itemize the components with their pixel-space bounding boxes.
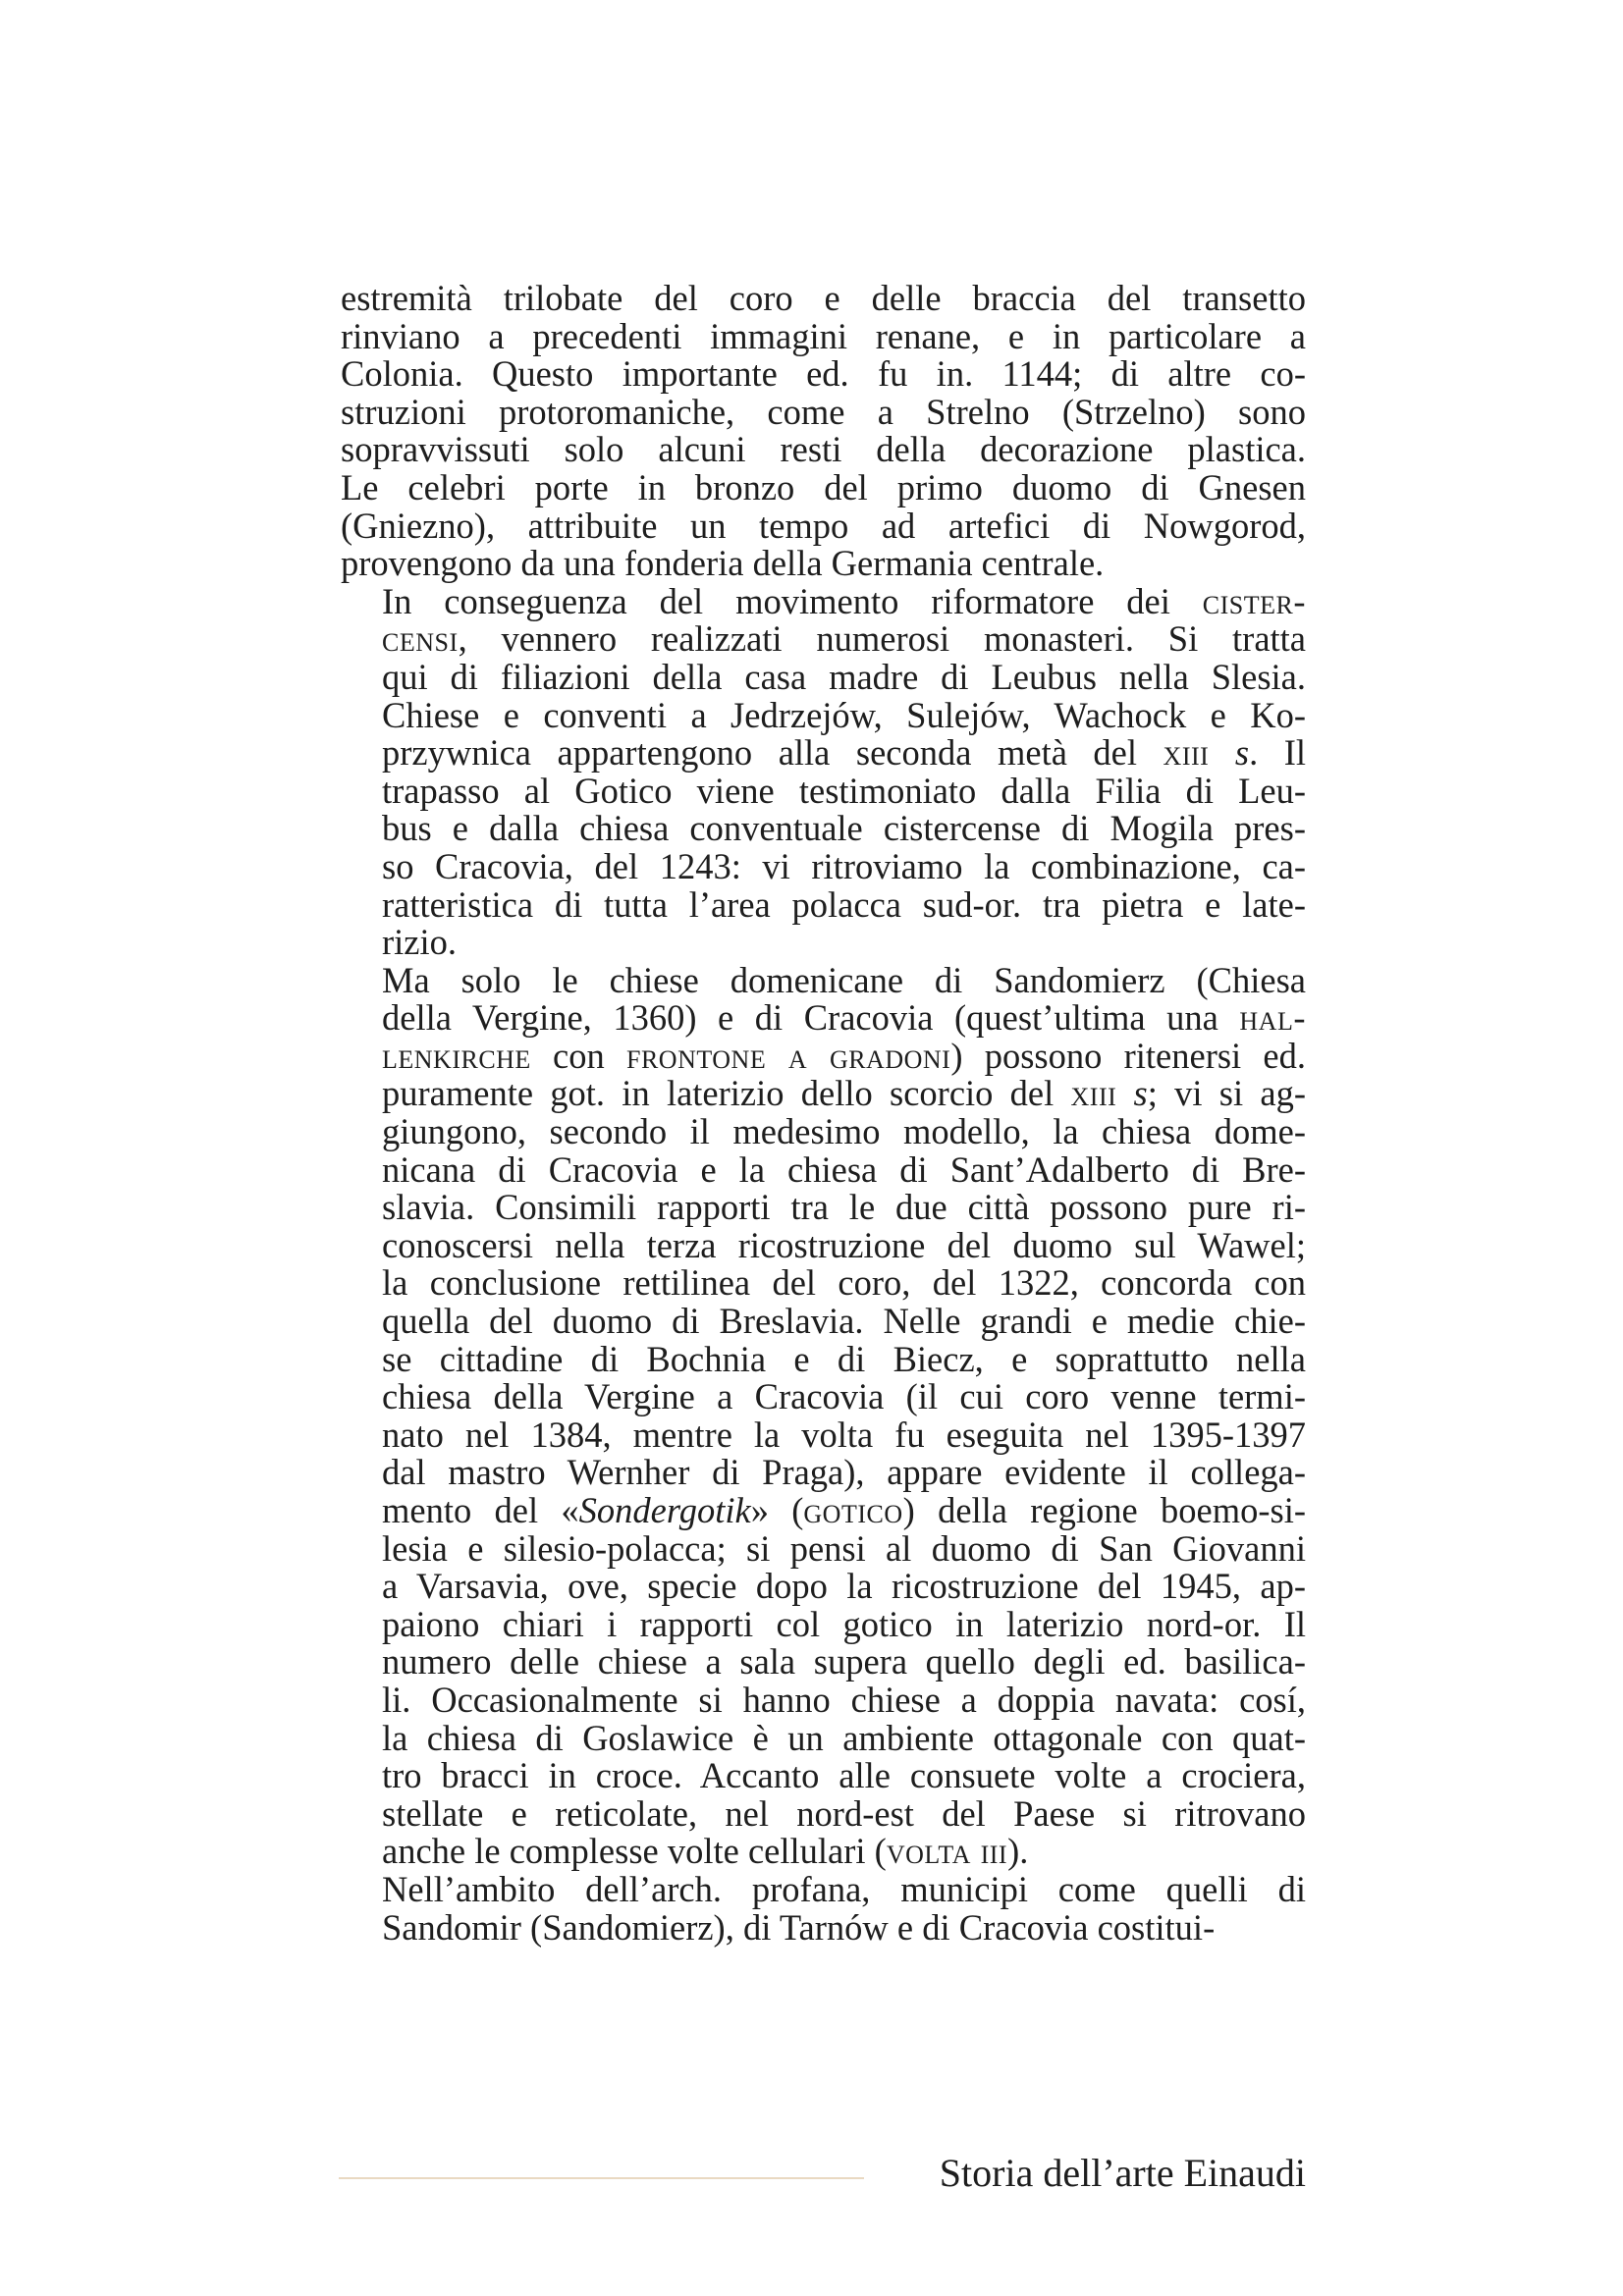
text-run: estremità trilobate del coro e delle braccia del transetto xyxy=(341,278,1306,318)
text-line xyxy=(341,1075,1306,1113)
text-run: stellate e reticolate, nel nord-est del Paese si ritrovano xyxy=(382,1792,1306,1834)
text-run: li. Occasionalmente si hanno chiese a doppia navata: cosí, xyxy=(382,1679,1306,1720)
text-line xyxy=(341,355,1306,394)
text-run: . Il xyxy=(1249,732,1307,774)
paragraph xyxy=(341,959,1307,1872)
text-line xyxy=(341,770,1306,811)
text-run: la conclusione rettilinea del coro, del 1322, concorda con xyxy=(382,1262,1306,1304)
text-run: so Cracovia, del 1243: vi ritroviamo la combinazione, ca- xyxy=(382,845,1306,886)
text-run: nato nel 1384, mentre la volta fu eseguita nel 1395-1397 xyxy=(382,1414,1306,1455)
text-run: przywnica appartengono alla seconda metà del xyxy=(382,732,1163,774)
text-run: rizio. xyxy=(382,922,458,963)
text-run: paiono chiari i rapporti col gotico in laterizio nord-or. Il xyxy=(382,1603,1306,1644)
text-line xyxy=(341,1224,1306,1265)
text-line xyxy=(341,656,1306,697)
body-text xyxy=(341,280,1306,1947)
text-run: provengono da una fonderia della Germania centrale. xyxy=(341,543,1105,584)
text-run: ratteristica di tutta l’area polacca sud-or. tra pietra e late- xyxy=(382,883,1306,925)
text-line xyxy=(341,1568,1306,1606)
paragraph xyxy=(341,280,1306,583)
text-run: se cittadine di Bochnia e di Biecz, e soprattutto nella xyxy=(382,1338,1306,1379)
text-run: qui di filiazioni della casa madre di Leubus nella Slesia. xyxy=(382,656,1306,697)
italic-term: s xyxy=(1234,732,1250,774)
text-run: Ma solo le chiese domenicane di Sandomierz (Chiesa xyxy=(382,959,1306,1000)
text-run: trapasso al Gotico viene testimoniato dalla Filia di Leu- xyxy=(382,770,1306,811)
text-run: della Vergine, 1360) e di Cracovia (quest’ultima una xyxy=(382,997,1240,1039)
text-run: sopravvissuti solo alcuni resti della decorazione plastica. xyxy=(341,429,1306,470)
text-run xyxy=(1116,1073,1133,1113)
text-line xyxy=(341,1757,1306,1795)
text-run: , vennero realizzati numerosi monasteri. Si tratta xyxy=(458,618,1306,660)
text-line xyxy=(341,1868,1306,1909)
text-line xyxy=(341,1603,1306,1644)
text-line xyxy=(341,999,1306,1038)
text-run: puramente got. in laterizio dello scorcio del xyxy=(382,1073,1071,1114)
text-line xyxy=(341,507,1306,546)
footer-rule xyxy=(339,2177,864,2179)
text-run: lesia e silesio-polacca; si pensi al duomo di San Giovanni xyxy=(382,1527,1306,1569)
small-caps-term: xiii xyxy=(1163,732,1210,774)
text-run: numero delle chiese a sala supera quello degli ed. basilica- xyxy=(382,1641,1306,1682)
text-line xyxy=(341,391,1306,432)
text-line xyxy=(341,1454,1306,1492)
text-run: bus e dalla chiesa conventuale cistercense di Mogila pres- xyxy=(382,808,1306,849)
text-run: slavia. Consimili rapporti tra le due città possono pure ri- xyxy=(382,1187,1306,1228)
text-run: tro bracci in croce. Accanto alle consuete volte a crociera, xyxy=(382,1755,1306,1796)
small-caps-term: volta iii xyxy=(886,1831,1008,1872)
text-run: (Gniezno), attribuite un tempo ad artefici di Nowgorod, xyxy=(341,505,1306,546)
text-line xyxy=(341,1378,1306,1416)
small-caps-term: gotico xyxy=(803,1490,903,1530)
text-run: In conseguenza del movimento riformatore dei xyxy=(382,580,1203,621)
text-line xyxy=(341,1189,1306,1227)
text-line xyxy=(341,1833,1306,1871)
text-run: Colonia. Questo importante ed. fu in. 1144; di altre co- xyxy=(341,353,1306,395)
page-footer xyxy=(339,2150,1306,2199)
text-run: Nell’ambito dell’arch. profana, municipi come quelli di xyxy=(382,1868,1306,1909)
text-run: Sandomir (Sandomierz), di Tarnów e di Cracovia costitui- xyxy=(382,1906,1216,1948)
text-line xyxy=(341,466,1306,507)
text-run: struzioni protoromaniche, come a Strelno (Strzelno) sono xyxy=(341,391,1306,432)
small-caps-term: lenkirche xyxy=(382,1035,531,1076)
text-line xyxy=(341,1906,1306,1948)
text-line xyxy=(341,694,1306,735)
text-run: ; vi si ag- xyxy=(1147,1073,1307,1114)
small-caps-term: cister- xyxy=(1202,580,1306,621)
text-run: ) della regione boemo-si- xyxy=(902,1490,1307,1530)
text-line xyxy=(341,810,1306,848)
text-run: Le celebri porte in bronzo del primo duomo di Gnesen xyxy=(341,466,1306,507)
small-caps-term: xiii xyxy=(1070,1073,1117,1114)
small-caps-term: frontone a gradoni xyxy=(626,1035,951,1076)
text-run: giungono, secondo il medesimo modello, la chiesa dome- xyxy=(382,1111,1306,1152)
paragraph xyxy=(341,1868,1306,1948)
text-line xyxy=(341,1035,1307,1076)
text-line xyxy=(341,924,1306,962)
paragraph xyxy=(341,580,1307,963)
text-line xyxy=(341,1338,1306,1379)
text-line xyxy=(341,1113,1306,1151)
text-line xyxy=(341,545,1306,583)
text-run: la chiesa di Goslawice è un ambiente ottagonale con quat- xyxy=(382,1717,1306,1758)
text-line xyxy=(341,1527,1306,1569)
italic-term: s xyxy=(1133,1073,1148,1114)
text-line xyxy=(341,580,1306,621)
text-run: Chiese e conventi a Jedrzejów, Sulejów, Wachock e Ko- xyxy=(382,694,1306,735)
text-line xyxy=(341,1416,1306,1455)
text-line xyxy=(341,620,1306,659)
text-line xyxy=(341,959,1306,1000)
text-line xyxy=(341,734,1306,773)
footer-title: Storia dell’arte Einaudi xyxy=(939,2151,1306,2195)
text-run: a Varsavia, ove, specie dopo la ricostruzione del 1945, ap- xyxy=(382,1566,1306,1607)
text-run: con xyxy=(530,1035,626,1076)
text-run: nicana di Cracovia e la chiesa di Sant’Adalberto di Bre- xyxy=(382,1148,1306,1190)
small-caps-term: hal- xyxy=(1239,997,1306,1039)
text-run xyxy=(1209,732,1235,773)
text-run: mento del « xyxy=(382,1490,579,1530)
text-line xyxy=(341,1643,1306,1682)
text-run: ) possono ritenersi ed. xyxy=(950,1035,1307,1076)
text-line xyxy=(341,1303,1306,1341)
text-run: conoscersi nella terza ricostruzione del duomo sul Wawel; xyxy=(382,1224,1306,1265)
text-run: quella del duomo di Breslavia. Nelle grandi e medie chie- xyxy=(382,1301,1306,1342)
text-line xyxy=(341,1679,1306,1720)
text-line xyxy=(341,1717,1306,1758)
text-line xyxy=(341,1264,1306,1303)
text-line xyxy=(341,883,1306,925)
small-caps-term: censi xyxy=(382,618,459,660)
text-run: ). xyxy=(1007,1831,1029,1872)
text-line xyxy=(341,280,1306,318)
italic-term: Sondergotik xyxy=(578,1490,751,1530)
text-run: dal mastro Wernher di Praga), appare evidente il collega- xyxy=(382,1452,1306,1493)
text-run: chiesa della Vergine a Cracovia (il cui coro venne termi- xyxy=(382,1376,1306,1417)
text-line xyxy=(341,431,1306,469)
text-run: rinviano a precedenti immagini renane, e in particolare a xyxy=(341,315,1306,356)
text-line xyxy=(341,315,1306,356)
text-line xyxy=(341,1492,1306,1530)
text-run: anche le complesse volte cellulari ( xyxy=(382,1831,887,1872)
text-line xyxy=(341,1792,1306,1834)
text-line xyxy=(341,1148,1306,1190)
text-line xyxy=(341,845,1306,886)
text-run: » ( xyxy=(750,1490,804,1530)
